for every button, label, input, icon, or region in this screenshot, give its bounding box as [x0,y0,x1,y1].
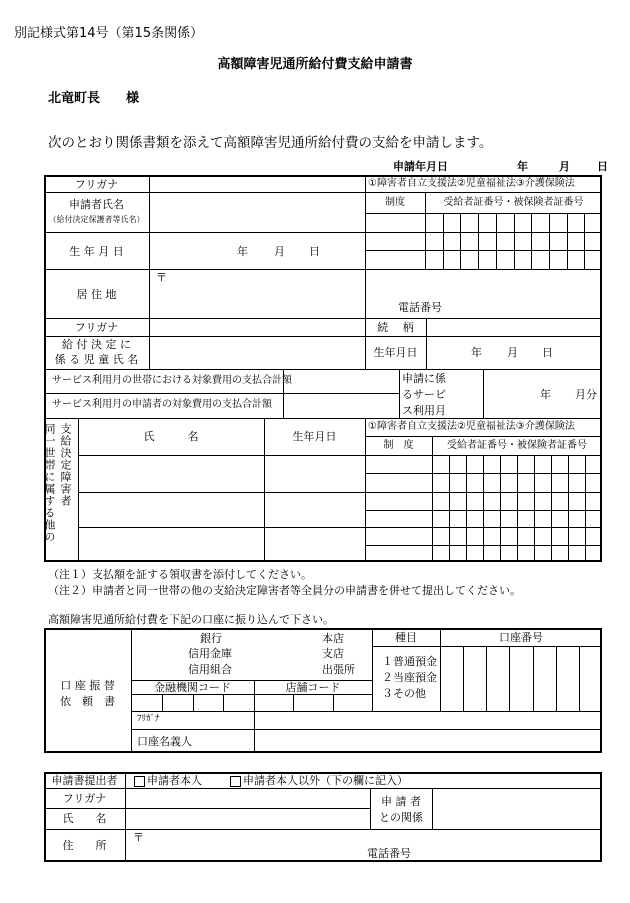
applicant-phone-label: 電話番号 [398,301,442,314]
child-relation-label: 続 柄 [377,321,414,334]
household-name-header: 氏 名 [143,430,199,443]
household-cert-grid-col-line [483,455,484,562]
branch-code-grid-col-line [333,694,334,711]
applicant-dob-year: 年 [237,245,248,258]
applicant-cert-grid-col-line [549,213,550,269]
branch-type-office: 出張所 [322,663,355,676]
applicant-cert-grid-col-line [567,213,568,269]
applicant-cert-grid-col-line [514,213,515,269]
addressee: 北竜町長 様 [48,91,140,106]
applicant-name-label: 申請者氏名 [69,198,124,211]
child-dob-month: 月 [507,346,518,359]
bank-intro: 高額障害児通所給付費を下記の口座に振り込んで下さい。 [48,613,334,626]
account-type-ordinary: １普通預金 [382,655,437,668]
form-title: 高額障害児通所給付費支給申請書 [217,57,413,72]
household-cert-grid-col-line [585,455,586,562]
note-2: （注２）申請者と同一世帯の他の支給決定障害者等全員分の申請書を併せて提出してください。 [48,584,521,597]
submitter-option-other[interactable] [230,775,408,787]
household-dob-header: 生年月日 [292,430,337,443]
account-type-current: ２当座預金 [382,671,437,684]
account-type-other: ３その他 [382,687,426,700]
household-cert-grid-col-line [466,455,467,562]
submitter-option-other-label: 申請者本人以外（下の欄に記入） [243,774,408,787]
intro-text: 次のとおり関係書類を添えて高額障害児通所給付費の支給を申請します。 [48,135,493,151]
child-name-label-line1: 給 付 決 定 に [62,338,131,351]
other-checkbox[interactable] [230,776,241,787]
applicant-furigana-label: フリガナ [74,178,119,191]
submitter-relation-line2: との関係 [379,811,423,824]
household-cert-grid-col-line [534,455,535,562]
applicant-name-note: （給付決定保護者等氏名） [48,215,145,224]
form-number: 別記様式第14号（第15条関係） [14,26,204,41]
institution-code-grid-col-line [223,694,224,711]
household-system-label: 制 度 [383,440,414,451]
note-1: （注１）支払額を証する領収書を添付してください。 [48,568,312,581]
application-date-year: 年 [517,160,528,173]
service-month-label-1: 申請に係 [402,372,446,385]
child-furigana-label: フリガナ [74,321,119,334]
applicant-cert-label: 受給者証番号・被保険者証番号 [443,197,584,208]
applicant-system-label: 制度 [385,197,405,208]
household-left-label-1: 同一世帯に属する他の [43,423,56,543]
account-number-grid-col-line [463,646,464,711]
service-month-label-3: ス利用月 [402,404,446,417]
submitter-phone-label: 電話番号 [367,847,411,860]
household-cert-grid-col-line [551,455,552,562]
branch-code-label: 店舗コード [285,681,341,694]
submitter-name-label: 氏 名 [62,812,107,825]
child-dob-year: 年 [471,346,482,359]
applicant-cert-grid-col-line [478,213,479,269]
applicant-postal-mark: 〒 [156,271,167,284]
household-cert-grid-col-line [568,455,569,562]
bank-request-label-2: 依 頼 書 [60,695,115,708]
household-insurance-header: ①障害者自立支援法②児童福祉法③介護保険法 [368,421,575,432]
applicant-dob-month: 月 [274,245,285,258]
application-date-day: 日 [597,160,608,173]
submitter-address-label: 住 所 [62,839,107,852]
institution-code-label: 金融機関コード [154,681,231,694]
application-date-month: 月 [559,160,570,173]
submitter-furigana-label: フリガナ [62,792,107,805]
institution-code-grid-col-line [162,694,163,711]
branch-type-branch: 支店 [322,647,344,660]
applicant-cert-grid-col-line [460,213,461,269]
household-cert-label: 受給者証番号・被保険者証番号 [447,440,587,451]
applicant-cert-grid-col-line [443,213,444,269]
service-month-label-2: るサービ [402,388,446,401]
child-dob-day: 日 [542,346,553,359]
account-number-grid-col-line [509,646,510,711]
applicant-cert-grid-col-line [496,213,497,269]
institution-type-bank: 銀行 [200,632,222,645]
applicant-insurance-header: ①障害者自立支援法②児童福祉法③介護保険法 [368,178,575,189]
institution-type-shinkin: 信用金庫 [188,647,232,660]
submitter-postal-mark: 〒 [133,831,144,844]
applicant-address-label: 居 住 地 [76,288,117,301]
household-cert-grid-col-line [449,455,450,562]
applicant-cert-grid-col-line [584,213,585,269]
submitter-option-self[interactable] [134,775,202,787]
service-month-month: 月分 [575,388,597,401]
self-checkbox[interactable] [134,776,145,787]
service-month-year: 年 [540,388,551,401]
submitter-label: 申請書提出者 [51,774,118,787]
household-cert-grid-col-line [500,455,501,562]
institution-type-kumiai: 信用組合 [188,663,232,676]
account-number-grid-col-line [556,646,557,711]
child-dob-label: 生年月日 [373,346,418,359]
holder-furigana-label: ﾌﾘｶﾞﾅ [137,714,160,724]
account-holder-label: 口座名義人 [137,735,192,748]
bank-request-label-1: 口 座 振 替 [60,679,115,692]
account-number-grid-col-line [486,646,487,711]
branch-code-grid-col-line [293,694,294,711]
applicant-dob-label: 生 年 月 日 [69,245,124,258]
applicant-dob-day: 日 [309,245,320,258]
account-type-label: 種目 [395,631,417,644]
household-left-label-2: 支給決定障害者 [59,423,72,507]
account-number-label: 口座番号 [499,631,543,644]
applicant-total-label: サービス利用月の申請者の対象費用の支払合計額 [52,399,272,410]
applicant-cert-grid-col-line [531,213,532,269]
branch-type-main: 本店 [322,632,344,645]
child-name-label-line2: 係 る 児 童 氏 名 [54,353,139,366]
submitter-relation-line1: 申 請 者 [381,795,421,808]
household-cert-grid-col-line [517,455,518,562]
household-total-label: サービス利用月の世帯における対象費用の支払合計額 [52,375,292,386]
account-number-grid-col-line [579,646,580,711]
submitter-option-self-label: 申請者本人 [147,774,202,787]
institution-code-grid-col-line [193,694,194,711]
account-number-grid-col-line [533,646,534,711]
application-date-label: 申請年月日 [393,160,448,173]
